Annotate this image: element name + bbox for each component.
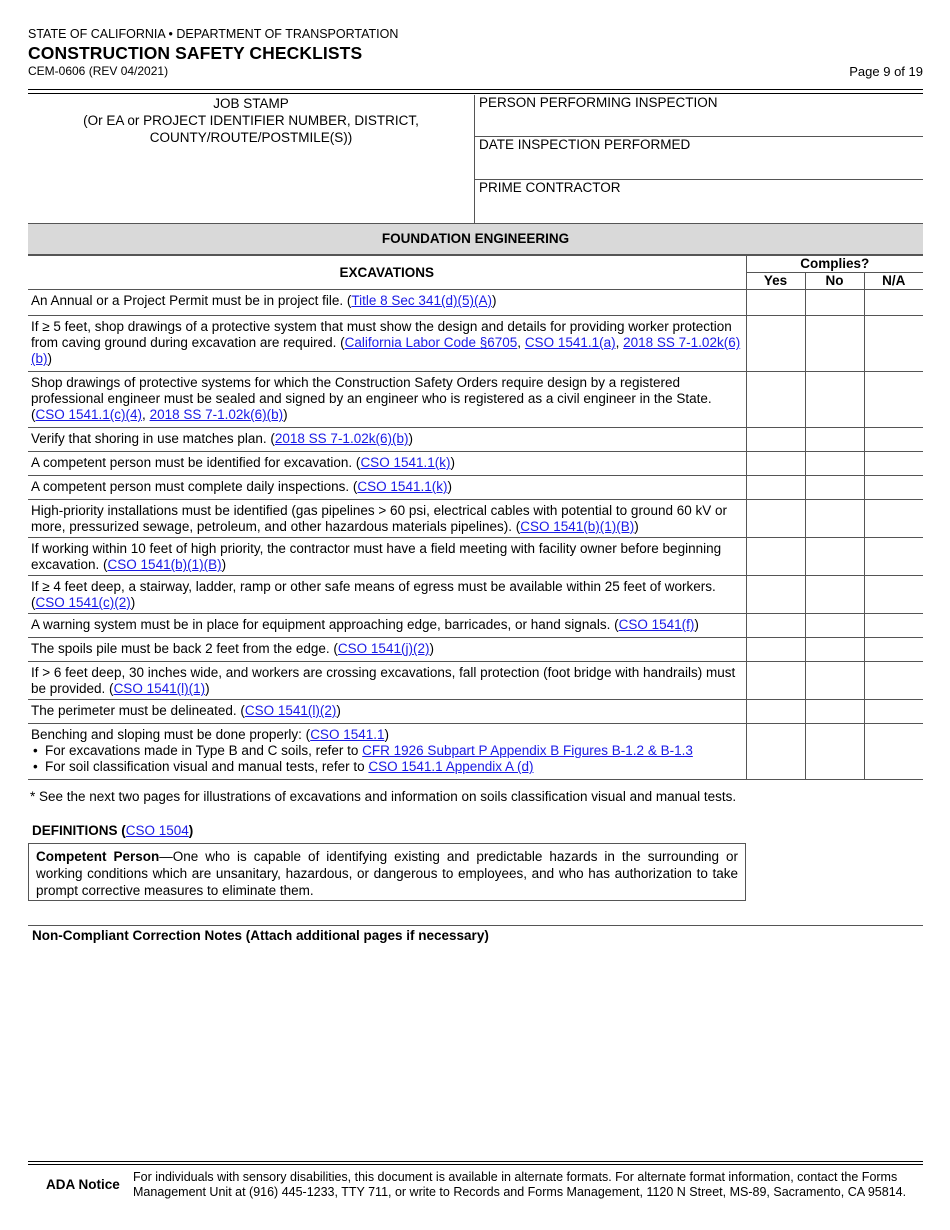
item-tail: ) — [130, 595, 136, 610]
definition-box — [28, 843, 746, 901]
checklist-row — [28, 290, 923, 316]
complies-na-cell[interactable] — [864, 724, 923, 780]
ada-notice-label: ADA Notice — [46, 1177, 120, 1192]
checklist-row — [28, 724, 923, 780]
checklist-item-text — [28, 576, 746, 614]
checklist-item-text — [28, 452, 746, 476]
checklist-row — [28, 538, 923, 576]
regulation-link[interactable]: CFR 1926 Subpart P Appendix B Figures B-1.2 & B-1.3 — [362, 743, 693, 758]
page-indicator: Page 9 of 19 — [849, 64, 923, 79]
checklist-item-text — [28, 700, 746, 724]
item-tail: ) — [450, 455, 455, 470]
job-stamp-label: JOB STAMP — [213, 96, 289, 111]
item-tail: ) — [447, 479, 452, 494]
item-tail: ) — [429, 641, 434, 656]
regulation-link[interactable]: CSO 1541.1(c)(4) — [35, 407, 143, 422]
complies-na-cell[interactable] — [864, 538, 923, 576]
item-requirement: Shop drawings of protective systems for which the Construction Safety Orders require design by a registered professional engineer must be sealed and signed by an engineer who is registered as a civil engineer in the State. ( — [31, 375, 712, 422]
form-page — [28, 0, 923, 1230]
complies-na-cell[interactable] — [864, 452, 923, 476]
item-tail: ) — [283, 407, 288, 422]
checklist-item-text: Shop drawings of protective systems for which the Construction Safety Orders require design by a registered professional engineer must be sealed and signed by an engineer who is registered as a civil engineer in the State. (CSO 1541.1(c)(4), 2018 SS 7-1.02k(6)(b)) — [28, 372, 746, 428]
item-requirement: High-priority installations must be identified (gas pipelines > 60 psi, electrical cables with potential to ground 60 kV or more, pressurized sewage, petroleum, and other hazardous materials pipelines). ( — [31, 503, 727, 534]
complies-yes-cell[interactable] — [746, 428, 805, 452]
checklist-row — [28, 372, 923, 428]
regulation-link[interactable]: CSO 1541.1(k) — [360, 455, 451, 470]
checklist-row — [28, 500, 923, 538]
complies-yes-cell[interactable] — [746, 476, 805, 500]
complies-no-cell[interactable] — [805, 614, 864, 638]
item-requirement: The perimeter must be delineated. ( — [31, 703, 245, 718]
complies-yes-cell[interactable] — [746, 614, 805, 638]
complies-na-cell[interactable] — [864, 700, 923, 724]
prime-contractor-field[interactable] — [475, 180, 923, 223]
regulation-link[interactable]: CSO 1541.1(k) — [357, 479, 448, 494]
sub-bullet-item — [31, 759, 742, 775]
sub-bullet-item — [31, 743, 742, 759]
complies-header: Complies? — [746, 256, 923, 273]
item-tail: ) — [221, 557, 227, 572]
complies-no-cell[interactable] — [805, 638, 864, 662]
checklist-item-text: If ≥ 5 feet, shop drawings of a protective system that must show the design and details for providing worker protection from caving ground during excavation are required. (California Labor Code §6705, CSO 1541.1(a), 2018 SS 7-1.02k(6)(b)) — [28, 316, 746, 372]
checklist-item-text — [28, 500, 746, 538]
checklist-row — [28, 428, 923, 452]
notes-divider — [28, 925, 923, 926]
item-requirement: The spoils pile must be back 2 feet from the edge. ( — [31, 641, 338, 656]
complies-yes-cell[interactable] — [746, 724, 805, 780]
yes-header: Yes — [746, 273, 805, 290]
complies-no-cell[interactable] — [805, 428, 864, 452]
definitions-suffix: ) — [188, 823, 194, 838]
complies-na-cell[interactable] — [864, 638, 923, 662]
complies-no-cell[interactable] — [805, 662, 864, 700]
item-requirement: Verify that shoring in use matches plan. ( — [31, 431, 275, 446]
item-tail: ) — [47, 351, 52, 366]
complies-na-cell[interactable] — [864, 290, 923, 316]
item-requirement: An Annual or a Project Permit must be in project file. ( — [31, 293, 352, 308]
header-rule-top — [28, 89, 923, 90]
item-tail: ) — [634, 519, 639, 534]
complies-na-cell[interactable] — [864, 428, 923, 452]
complies-na-cell[interactable] — [864, 316, 923, 372]
na-header: N/A — [864, 273, 923, 290]
checklist-row — [28, 638, 923, 662]
checklist-row — [28, 452, 923, 476]
regulation-link[interactable]: CSO 1541(j)(2) — [337, 641, 430, 656]
complies-no-cell[interactable] — [805, 452, 864, 476]
job-stamp-area[interactable] — [28, 95, 475, 223]
job-stamp-sublabel-2: COUNTY/ROUTE/POSTMILE(S)) — [149, 130, 353, 145]
definition-term: Competent Person — [36, 849, 160, 864]
footer-rule-top — [28, 1161, 923, 1162]
complies-no-cell[interactable] — [805, 290, 864, 316]
regulation-link[interactable]: CSO 1541(l)(1) — [113, 681, 206, 696]
complies-no-cell[interactable] — [805, 476, 864, 500]
complies-yes-cell[interactable] — [746, 452, 805, 476]
checklist-item-text — [28, 538, 746, 576]
complies-na-cell[interactable] — [864, 662, 923, 700]
checklist-row — [28, 614, 923, 638]
form-number: CEM-0606 (REV 04/2021) — [28, 64, 169, 78]
regulation-link[interactable]: CSO 1541(c)(2) — [35, 595, 131, 610]
complies-yes-cell[interactable] — [746, 638, 805, 662]
regulation-link[interactable]: CSO 1541.1 — [310, 727, 385, 742]
checklist-item-text — [28, 476, 746, 500]
complies-yes-cell[interactable] — [746, 316, 805, 372]
complies-na-cell[interactable] — [864, 614, 923, 638]
complies-na-cell[interactable] — [864, 372, 923, 428]
item-requirement: A warning system must be in place for equipment approaching edge, barricades, or hand signals. ( — [31, 617, 619, 632]
complies-yes-cell[interactable] — [746, 576, 805, 614]
form-title: CONSTRUCTION SAFETY CHECKLISTS — [28, 43, 363, 63]
correction-notes-heading: Non-Compliant Correction Notes (Attach additional pages if necessary) — [32, 928, 489, 943]
person-label: PERSON PERFORMING INSPECTION — [479, 95, 718, 110]
checklist-row — [28, 316, 923, 372]
job-stamp-sublabel-1: (Or EA or PROJECT IDENTIFIER NUMBER, DISTRICT, — [83, 113, 419, 128]
regulation-link[interactable]: CSO 1541(l)(2) — [244, 703, 337, 718]
header-rule-bottom — [28, 93, 923, 94]
person-performing-inspection-field[interactable] — [475, 95, 923, 137]
excavations-header: EXCAVATIONS — [28, 256, 746, 290]
item-requirement: If ≥ 5 feet, shop drawings of a protective system that must show the design and details for providing worker protection from caving ground during excavation are required. ( — [31, 319, 732, 350]
item-requirement: A competent person must be identified for excavation. ( — [31, 455, 361, 470]
footer-rule-bottom — [28, 1164, 923, 1165]
complies-yes-cell[interactable] — [746, 662, 805, 700]
checklist-item-text — [28, 428, 746, 452]
checklist-row — [28, 576, 923, 614]
date-label: DATE INSPECTION PERFORMED — [479, 137, 691, 152]
complies-na-cell[interactable] — [864, 576, 923, 614]
section-title: FOUNDATION ENGINEERING — [28, 224, 923, 255]
regulation-link[interactable]: CSO 1541(b)(1)(B) — [520, 519, 635, 534]
inspection-info-box — [28, 95, 923, 224]
complies-yes-cell[interactable] — [746, 538, 805, 576]
excavations-checklist — [28, 255, 923, 780]
checklist-item-text — [28, 724, 746, 780]
complies-no-cell[interactable] — [805, 538, 864, 576]
checklist-item-text — [28, 638, 746, 662]
item-requirement: If > 6 feet deep, 30 inches wide, and workers are crossing excavations, fall protection (foot bridge with handrails) must be provided. ( — [31, 665, 736, 696]
regulation-link[interactable]: CSO 1541(b)(1)(B) — [107, 557, 222, 572]
regulation-link[interactable]: CSO 1541(f) — [618, 617, 695, 632]
item-tail: ) — [384, 727, 389, 742]
regulation-link[interactable]: CSO 1541.1 Appendix A (d) — [368, 759, 534, 774]
ada-notice-text: For individuals with sensory disabilities, this document is available in alternate formats. For alternate format information, contact the Forms Management Unit at (916) 445-1233, TTY 711, or write to Records and Forms Management, 1120 N Street, MS-89, Sacramento, CA 95814. — [133, 1170, 907, 1199]
complies-yes-cell[interactable] — [746, 700, 805, 724]
sub-bullet-list — [31, 743, 742, 775]
complies-na-cell[interactable] — [864, 500, 923, 538]
date-inspection-field[interactable] — [475, 137, 923, 180]
checklist-item-text — [28, 662, 746, 700]
agency-line: STATE OF CALIFORNIA • DEPARTMENT OF TRANSPORTATION — [28, 27, 399, 41]
item-tail: ) — [408, 431, 413, 446]
regulation-link[interactable]: 2018 SS 7-1.02k(6)(b) — [31, 335, 741, 366]
no-header: No — [805, 273, 864, 290]
item-tail: ) — [205, 681, 210, 696]
regulation-link[interactable]: Title 8 Sec 341(d)(5)(A) — [351, 293, 492, 308]
checklist-item-text — [28, 290, 746, 316]
regulation-link[interactable]: CSO 1541.1(a) — [524, 335, 616, 350]
sub-bullet-text: For excavations made in Type B and C soils, refer to — [45, 743, 363, 758]
complies-no-cell[interactable] — [805, 700, 864, 724]
complies-yes-cell[interactable] — [746, 290, 805, 316]
complies-no-cell[interactable] — [805, 500, 864, 538]
complies-no-cell[interactable] — [805, 372, 864, 428]
sub-bullet-text: For soil classification visual and manual tests, refer to — [45, 759, 369, 774]
complies-no-cell[interactable] — [805, 316, 864, 372]
footnote: * See the next two pages for illustrations of excavations and information on soils classification visual and manual tests. — [30, 789, 737, 804]
checklist-row — [28, 700, 923, 724]
regulation-link[interactable]: 2018 SS 7-1.02k(6)(b) — [149, 407, 284, 422]
item-requirement: If ≥ 4 feet deep, a stairway, ladder, ramp or other safe means of egress must be available within 25 feet of workers. ( — [31, 579, 716, 610]
checklist-row — [28, 476, 923, 500]
definitions-link[interactable]: CSO 1504 — [125, 823, 189, 838]
complies-no-cell[interactable] — [805, 576, 864, 614]
complies-yes-cell[interactable] — [746, 500, 805, 538]
regulation-link[interactable]: California Labor Code §6705 — [344, 335, 518, 350]
definitions-label: DEFINITIONS ( — [32, 823, 126, 838]
regulation-link[interactable]: 2018 SS 7-1.02k(6)(b) — [274, 431, 409, 446]
checklist-item-text — [28, 614, 746, 638]
definitions-heading — [32, 823, 193, 838]
item-requirement: A competent person must complete daily inspections. ( — [31, 479, 358, 494]
item-tail: ) — [694, 617, 699, 632]
item-requirement: If working within 10 feet of high priority, the contractor must have a field meeting with facility owner before beginning excavation. ( — [31, 541, 722, 572]
complies-yes-cell[interactable] — [746, 372, 805, 428]
contractor-label: PRIME CONTRACTOR — [479, 180, 621, 195]
definition-body: —One who is capable of identifying existing and predictable hazards in the surrounding or working conditions which are unsanitary, hazardous, or dangerous to employees, and who has authorization to take prompt corrective measures to eliminate them. — [36, 849, 738, 898]
item-tail: ) — [336, 703, 341, 718]
item-tail: ) — [491, 293, 497, 308]
complies-na-cell[interactable] — [864, 476, 923, 500]
complies-no-cell[interactable] — [805, 724, 864, 780]
checklist-row — [28, 662, 923, 700]
item-requirement: Benching and sloping must be done properly: ( — [31, 727, 311, 742]
